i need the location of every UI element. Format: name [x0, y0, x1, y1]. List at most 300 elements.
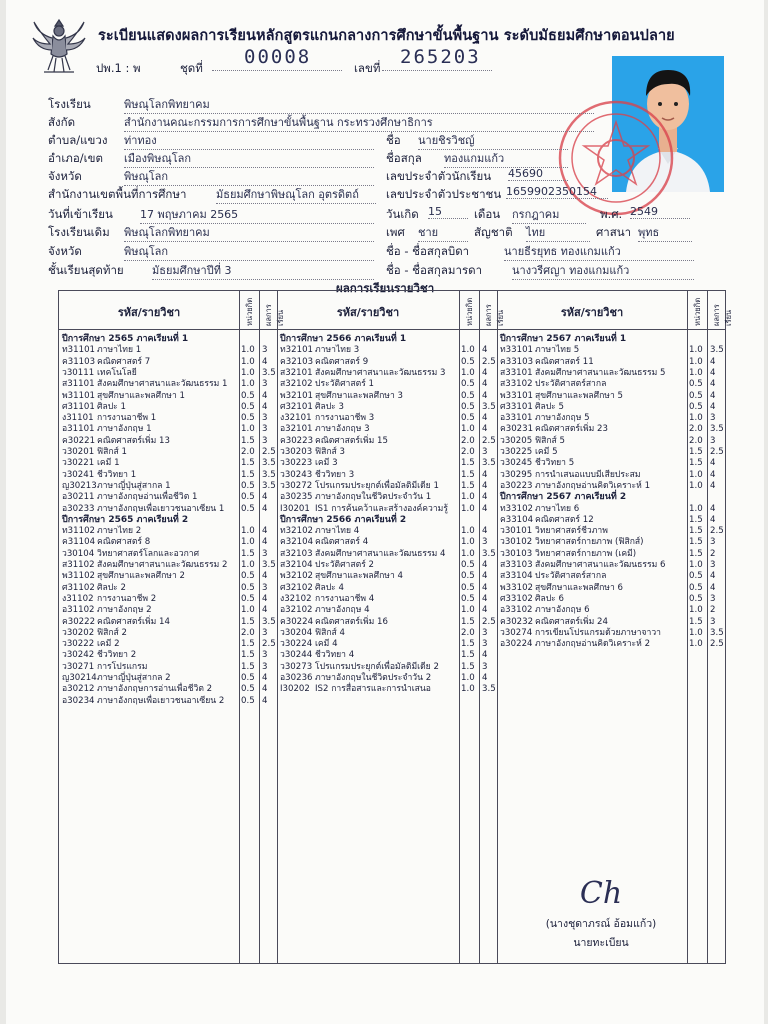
- province-label: จังหวัด: [48, 169, 82, 183]
- course-name: สังคมศึกษาศาสนาและวัฒนธรรม 6: [535, 560, 666, 570]
- course-credit: 1.0: [689, 639, 703, 650]
- course-row: [59, 412, 725, 424]
- course-credit: 1.0: [689, 469, 703, 480]
- course-row: [59, 649, 725, 661]
- course-code: ว30272: [280, 480, 313, 491]
- course-name: คณิตศาสตร์ 11: [535, 356, 594, 367]
- course-grade: 2.5: [710, 526, 724, 537]
- course-credit: 1.5: [689, 514, 703, 525]
- course-name: วิทยาศาสตร์ชีวภาพ: [535, 526, 608, 537]
- course-name: สุขศึกษาและพลศึกษา 1: [97, 390, 185, 401]
- course-code: ว30295: [500, 469, 533, 480]
- course-grade: 2.5: [262, 639, 276, 650]
- course-code: ว30104: [62, 548, 95, 559]
- school-label: โรงเรียน: [48, 97, 91, 111]
- course-credit: 1.0: [241, 605, 255, 616]
- course-name: ภาษาไทย 6: [535, 503, 580, 514]
- course-credit: 1.5: [461, 661, 475, 672]
- course-code: ว30205: [500, 435, 533, 446]
- course-grade: 4: [482, 582, 488, 593]
- document-number: 265203: [400, 46, 481, 68]
- course-row: [59, 423, 725, 435]
- course-grade: 3.5: [262, 560, 276, 570]
- course-credit: 1.0: [689, 560, 703, 570]
- course-grade: 4: [262, 593, 268, 604]
- course-credit: 2.0: [461, 627, 475, 638]
- course-grade: 2.5: [710, 639, 724, 650]
- course-code: พ31101: [62, 390, 96, 401]
- course-code: อ30212: [62, 684, 95, 695]
- mother-value: นางวรีศญา ทองแกมแก้ว: [512, 261, 694, 280]
- course-grade: 4: [710, 390, 716, 401]
- course-name: ชีววิทยา 5: [535, 458, 575, 469]
- religion-label: ศาสนา: [596, 225, 632, 239]
- results-table: [58, 290, 733, 964]
- course-code: ว30223: [280, 458, 313, 469]
- course-name: ฟิสิกส์ 3: [315, 447, 345, 457]
- course-grade: 4: [482, 345, 488, 356]
- course-code: ว30103: [500, 548, 533, 559]
- course-credit: 0.5: [241, 492, 255, 503]
- course-code: ว30202: [62, 627, 95, 638]
- course-code: ค33104: [500, 514, 534, 525]
- course-grade: 3: [710, 435, 716, 446]
- affiliation-value: สำนักงานคณะกรรมการการศึกษาขั้นพื้นฐาน กระทรวงศึกษาธิการ: [124, 113, 594, 132]
- course-credit: 0.5: [461, 582, 475, 593]
- course-name: การเขียนโปรแกรมด้วยภาษาจาวา: [535, 627, 662, 638]
- course-grade: 4: [262, 605, 268, 616]
- course-credit: 1.0: [689, 367, 703, 378]
- transcript-page: [6, 0, 764, 1024]
- course-row: [59, 604, 725, 616]
- course-name: ภาษาอังกฤษ 1: [97, 424, 152, 435]
- district-value: เมืองพิษณุโลก: [124, 149, 374, 168]
- course-credit: 1.5: [461, 650, 475, 661]
- course-name: ประวัติศาสตร์ 1: [315, 379, 375, 390]
- course-name: ฟิสิกส์ 4: [315, 627, 345, 638]
- course-grade: 4: [482, 526, 488, 537]
- course-name: ภาษาอังกฤษ 2: [97, 605, 152, 616]
- course-row: [59, 627, 725, 639]
- credit-header: หน่วยกิต: [693, 297, 702, 326]
- name-value: นายชิรวิชญ์: [418, 131, 568, 150]
- course-grade: 3: [710, 616, 716, 627]
- course-code: พ33102: [500, 582, 534, 593]
- course-name: เคมี 1: [97, 458, 120, 469]
- course-row: [59, 503, 725, 515]
- course-code: ค33103: [500, 356, 534, 367]
- course-code: อ33102: [500, 605, 533, 616]
- course-credit: 1.5: [689, 526, 703, 537]
- course-grade: 3: [262, 661, 268, 672]
- course-name: เคมี 2: [97, 639, 120, 650]
- course-grade: 3.5: [262, 458, 276, 469]
- course-name: การงานอาชีพ 3: [315, 413, 375, 424]
- course-name: เคมี 5: [535, 447, 558, 457]
- course-name: คณิตศาสตร์เพิ่ม 24: [535, 616, 608, 627]
- course-code: ส33101: [500, 367, 533, 378]
- course-name: คณิตศาสตร์เพิ่ม 13: [97, 435, 170, 446]
- course-code: ศ33101: [500, 401, 533, 412]
- course-credit: 1.0: [461, 424, 475, 435]
- course-credit: 0.5: [461, 560, 475, 570]
- course-code: ญ30213: [62, 480, 97, 491]
- course-grade: 4: [482, 379, 488, 390]
- course-grade: 4: [482, 469, 488, 480]
- course-code: ว30242: [62, 650, 95, 661]
- credit-header: หน่วยกิต: [245, 297, 254, 326]
- citizen-id-label: เลขประจำตัวประชาชน: [386, 187, 502, 201]
- course-grade: 4: [482, 413, 488, 424]
- course-row: [59, 525, 725, 537]
- course-name: ภาษาอังกฤษอ่านคิดวิเคราะห์ 1: [535, 480, 651, 491]
- course-grade: 3: [262, 345, 268, 356]
- father-label: ชื่อ - ชื่อสกุลบิดา: [386, 244, 470, 258]
- course-name: วิทยาศาสตร์โลกและอวกาศ: [97, 548, 200, 559]
- course-grade: 3: [710, 413, 716, 424]
- course-row: [59, 344, 725, 356]
- course-credit: 1.5: [241, 616, 255, 627]
- course-credit: 1.0: [461, 605, 475, 616]
- course-name: สุขศึกษาและพลศึกษา 5: [535, 390, 623, 401]
- form-label: ปพ.1 : พ: [96, 61, 141, 75]
- course-name: คณิตศาสตร์เพิ่ม 14: [97, 616, 170, 627]
- course-code: ญ30214: [62, 673, 97, 683]
- course-code: ว30224: [280, 639, 313, 650]
- course-row: [59, 548, 725, 560]
- course-grade: 3: [710, 560, 716, 570]
- subject-header: รหัส/รายวิชา: [117, 306, 181, 319]
- course-name: คณิตศาสตร์เพิ่ม 16: [315, 616, 388, 627]
- surname-value: ทองแกมแก้ว: [444, 149, 568, 168]
- course-credit: 0.5: [241, 582, 255, 593]
- course-code: I30201: [280, 503, 310, 514]
- course-name: การงานอาชีพ 4: [315, 593, 375, 604]
- course-code: อ30211: [62, 492, 95, 503]
- grade-header: ผลการเรียน: [484, 304, 505, 326]
- course-code: อ30223: [500, 480, 533, 491]
- course-credit: 1.0: [461, 345, 475, 356]
- course-grade: 2.5: [482, 616, 496, 627]
- course-code: ว30201: [62, 447, 95, 457]
- course-grade: 4: [710, 469, 716, 480]
- course-grade: 3: [262, 582, 268, 593]
- course-credit: 0.5: [461, 593, 475, 604]
- course-name: คณิตศาสตร์ 8: [97, 537, 151, 548]
- subject-header: รหัส/รายวิชา: [336, 306, 400, 319]
- mother-label: ชื่อ - ชื่อสกุลมารดา: [386, 263, 483, 277]
- course-grade: 2.5: [262, 447, 276, 457]
- course-credit: 1.5: [461, 639, 475, 650]
- course-credit: 0.5: [689, 390, 703, 401]
- registrar-position: นายทะเบียน: [573, 937, 629, 949]
- set-number: 00008: [244, 46, 312, 68]
- course-credit: 1.0: [241, 345, 255, 356]
- course-grade: 3: [262, 650, 268, 661]
- subject-header: รหัส/รายวิชา: [560, 306, 624, 319]
- course-row: [59, 469, 725, 481]
- course-credit: 1.0: [241, 424, 255, 435]
- course-grade: 4: [710, 582, 716, 593]
- course-credit: 1.0: [689, 627, 703, 638]
- course-grade: 4: [482, 605, 488, 616]
- course-credit: 1.0: [689, 605, 703, 616]
- course-credit: 0.5: [241, 673, 255, 683]
- course-code: อ30234: [62, 695, 95, 706]
- course-grade: 4: [262, 526, 268, 537]
- course-credit: 1.0: [461, 526, 475, 537]
- course-credit: 0.5: [461, 571, 475, 582]
- course-code: ส33104: [500, 571, 533, 582]
- course-grade: 4: [482, 593, 488, 604]
- prev-province-value: พิษณุโลก: [124, 242, 374, 261]
- course-name: ศิลปะ 4: [315, 582, 344, 593]
- course-name: ศิลปะ 3: [315, 401, 344, 412]
- course-credit: 1.0: [241, 379, 255, 390]
- course-row: [59, 616, 725, 628]
- registrar-signature: [526, 876, 676, 951]
- course-code: พ33101: [500, 390, 534, 401]
- course-code: พ31102: [62, 571, 96, 582]
- course-name: ชีววิทยา 4: [315, 650, 355, 661]
- course-code: ว30243: [280, 469, 313, 480]
- course-code: ว30101: [500, 526, 533, 537]
- course-code: พ32101: [280, 390, 314, 401]
- course-grade: 4: [262, 537, 268, 548]
- course-code: ส32102: [280, 379, 313, 390]
- course-code: ศ33102: [500, 593, 533, 604]
- course-credit: 0.5: [241, 390, 255, 401]
- course-credit: 1.0: [689, 345, 703, 356]
- course-code: ค30223: [280, 435, 314, 446]
- course-grade: 4: [482, 650, 488, 661]
- course-credit: 1.5: [241, 639, 255, 650]
- course-credit: 0.5: [461, 379, 475, 390]
- course-name: ศิลปะ 2: [97, 582, 126, 593]
- course-credit: 2.0: [461, 435, 475, 446]
- course-credit: 1.0: [461, 548, 475, 559]
- course-row: [59, 559, 725, 571]
- course-code: อ32101: [280, 424, 313, 435]
- course-credit: 1.5: [461, 616, 475, 627]
- course-grade: 4: [482, 424, 488, 435]
- course-name: คณิตศาสตร์เพิ่ม 23: [535, 424, 608, 435]
- course-name: เทคโนโลยี: [97, 367, 137, 378]
- course-grade: 3: [262, 379, 268, 390]
- course-name: คณิตศาสตร์ 7: [97, 356, 151, 367]
- course-code: ท32101: [280, 345, 314, 356]
- course-grade: 4: [710, 401, 716, 412]
- course-name: ชีววิทยา 2: [97, 650, 137, 661]
- course-code: ท33102: [500, 503, 534, 514]
- course-name: วิทยาศาสตร์กายภาพ (ฟิสิกส์): [535, 537, 644, 548]
- course-name: ประวัติศาสตร์สากล: [535, 379, 607, 390]
- course-grade: 3: [482, 627, 488, 638]
- course-credit: 2.0: [241, 447, 255, 457]
- course-grade: 3.5: [482, 684, 496, 695]
- course-code: ส32104: [280, 560, 313, 570]
- prev-school-label: โรงเรียนเดิม: [48, 225, 110, 239]
- course-name: IS2 การสื่อสารและการนำเสนอ: [315, 684, 431, 695]
- course-code: ว30222: [62, 639, 95, 650]
- course-name: สังคมศึกษาศาสนาและวัฒนธรรม 5: [535, 367, 666, 378]
- course-code: ว30271: [62, 661, 95, 672]
- course-credit: 0.5: [689, 593, 703, 604]
- course-code: ท31101: [62, 345, 96, 356]
- course-credit: 0.5: [241, 413, 255, 424]
- birth-month-value: กรกฎาคม: [512, 205, 586, 224]
- course-credit: 1.0: [689, 413, 703, 424]
- course-code: ว30245: [500, 458, 533, 469]
- set-number-line: [212, 70, 342, 71]
- course-name: ภาษาญี่ปุ่นสู่สากล 2: [97, 673, 171, 683]
- grade-header: ผลการเรียน: [712, 304, 733, 326]
- course-code: ว30241: [62, 469, 95, 480]
- prev-school-value: พิษณุโลกพิทยาคม: [124, 223, 374, 242]
- religion-value: พุทธ: [638, 223, 692, 242]
- course-grade: 3: [482, 661, 488, 672]
- course-name: การนำเสนอแบบมีเสียประสม: [535, 469, 641, 480]
- course-name: ภาษาอังกฤษการอ่านเพื่อชีวิต 2: [97, 684, 213, 695]
- course-name: ศิลปะ 5: [535, 401, 564, 412]
- course-grade: 4: [262, 356, 268, 367]
- course-name: ฟิสิกส์ 2: [97, 627, 127, 638]
- course-credit: 1.0: [241, 356, 255, 367]
- course-code: ค32103: [280, 356, 314, 367]
- course-code: ศ31102: [62, 582, 95, 593]
- birth-year-value: 2549: [630, 205, 690, 219]
- course-grade: 3.5: [710, 424, 724, 435]
- course-name: สังคมศึกษาศาสนาและวัฒนธรรม 1: [97, 379, 228, 390]
- course-name: ฟิสิกส์ 5: [535, 435, 565, 446]
- grade-header: ผลการเรียน: [264, 304, 285, 326]
- course-code: ง31102: [62, 593, 94, 604]
- course-code: ง32102: [280, 593, 312, 604]
- course-grade: 3: [262, 548, 268, 559]
- course-code: ท33101: [500, 345, 534, 356]
- course-code: ค30231: [500, 424, 534, 435]
- course-name: ชีววิทยา 1: [97, 469, 137, 480]
- course-code: ง31101: [62, 413, 94, 424]
- course-name: ชีววิทยา 3: [315, 469, 355, 480]
- course-code: ค30232: [500, 616, 534, 627]
- course-name: ประวัติศาสตร์สากล: [535, 571, 607, 582]
- course-credit: 2.0: [461, 447, 475, 457]
- course-row: [59, 593, 725, 605]
- course-name: ภาษาอังกฤษเพื่อเยาวชนอาเซียน 2: [97, 695, 225, 706]
- course-name: เคมี 4: [315, 639, 338, 650]
- semester-heading: [59, 491, 725, 503]
- course-credit: 1.5: [461, 480, 475, 491]
- course-row: [59, 401, 725, 413]
- course-name: สังคมศึกษาศาสนาและวัฒนธรรม 2: [97, 560, 228, 570]
- course-code: ส32103: [280, 548, 313, 559]
- course-grade: 4: [482, 673, 488, 683]
- course-grade: 3: [262, 435, 268, 446]
- birth-month-label: เดือน: [474, 207, 501, 221]
- course-credit: 0.5: [689, 571, 703, 582]
- father-value: นายธีรยุทธ ทองแกมแก้ว: [504, 242, 694, 261]
- course-code: อ30233: [62, 503, 95, 514]
- course-grade: 4: [482, 480, 488, 491]
- course-grade: 3: [262, 424, 268, 435]
- birth-day-label: วันเกิด: [386, 207, 419, 221]
- course-credit: 1.5: [689, 537, 703, 548]
- course-grade: 4: [710, 367, 716, 378]
- course-grade: 4: [482, 492, 488, 503]
- course-grade: 3.5: [262, 616, 276, 627]
- course-row: [59, 480, 725, 492]
- course-name: คณิตศาสตร์เพิ่ม 15: [315, 435, 388, 446]
- citizen-id-value: 1659902350154: [506, 185, 608, 199]
- course-grade: 3.5: [482, 458, 496, 469]
- course-row: [59, 514, 725, 526]
- course-credit: 0.5: [689, 582, 703, 593]
- course-credit: 1.5: [689, 458, 703, 469]
- course-grade: 4: [710, 571, 716, 582]
- course-credit: 0.5: [241, 571, 255, 582]
- course-grade: 4: [262, 492, 268, 503]
- course-grade: 4: [482, 571, 488, 582]
- course-grade: 4: [262, 684, 268, 695]
- student-id-label: เลขประจำตัวนักเรียน: [386, 169, 492, 183]
- course-name: ภาษาไทย 1: [97, 345, 142, 356]
- header-divider: [59, 329, 725, 330]
- district-label: อำเภอ/เขต: [48, 151, 103, 165]
- course-code: ส33103: [500, 560, 533, 570]
- course-credit: 0.5: [241, 684, 255, 695]
- course-code: อ32102: [280, 605, 313, 616]
- course-grade: 4: [262, 673, 268, 683]
- course-row: [59, 570, 725, 582]
- course-code: อ30224: [500, 639, 533, 650]
- course-name: ภาษาอังกฤษ 3: [315, 424, 370, 435]
- nationality-label: สัญชาติ: [474, 225, 513, 239]
- course-code: พ32102: [280, 571, 314, 582]
- course-name: IS1 การค้นคว้าและสร้างองค์ความรู้: [315, 503, 448, 514]
- course-code: อ30235: [280, 492, 313, 503]
- course-name: สุขศึกษาและพลศึกษา 4: [315, 571, 403, 582]
- course-grade: 4: [482, 503, 488, 514]
- course-credit: 1.0: [461, 684, 475, 695]
- course-code: ส31102: [62, 560, 95, 570]
- last-level-label: ชั้นเรียนสุดท้าย: [48, 263, 124, 277]
- course-name: การงานอาชีพ 1: [97, 413, 157, 424]
- course-credit: 2.0: [241, 627, 255, 638]
- semester-text: ปีการศึกษา 2565 ภาคเรียนที่ 2: [62, 514, 189, 525]
- course-credit: 1.0: [461, 492, 475, 503]
- semester-heading: [59, 333, 725, 345]
- course-name: ภาษาอังกฤษอ่านเพื่อชีวิต 1: [97, 492, 198, 503]
- course-grade: 4: [262, 695, 268, 706]
- course-code: ค30224: [280, 616, 314, 627]
- course-grade: 2: [710, 548, 716, 559]
- course-name: ศิลปะ 6: [535, 593, 564, 604]
- course-row: [59, 390, 725, 402]
- course-credit: 1.0: [461, 367, 475, 378]
- course-code: ท31102: [62, 526, 96, 537]
- course-name: ภาษาอังกฤษ 4: [315, 605, 370, 616]
- course-row: [59, 683, 725, 695]
- sex-value: ชาย: [418, 223, 468, 242]
- course-credit: 0.5: [241, 593, 255, 604]
- school-value: พิษณุโลกพิทยาคม: [124, 95, 594, 114]
- course-grade: 2.5: [482, 356, 496, 367]
- number-line: [382, 70, 492, 71]
- affiliation-label: สังกัด: [48, 115, 76, 129]
- name-label: ชื่อ: [386, 133, 401, 147]
- course-credit: 2.0: [689, 424, 703, 435]
